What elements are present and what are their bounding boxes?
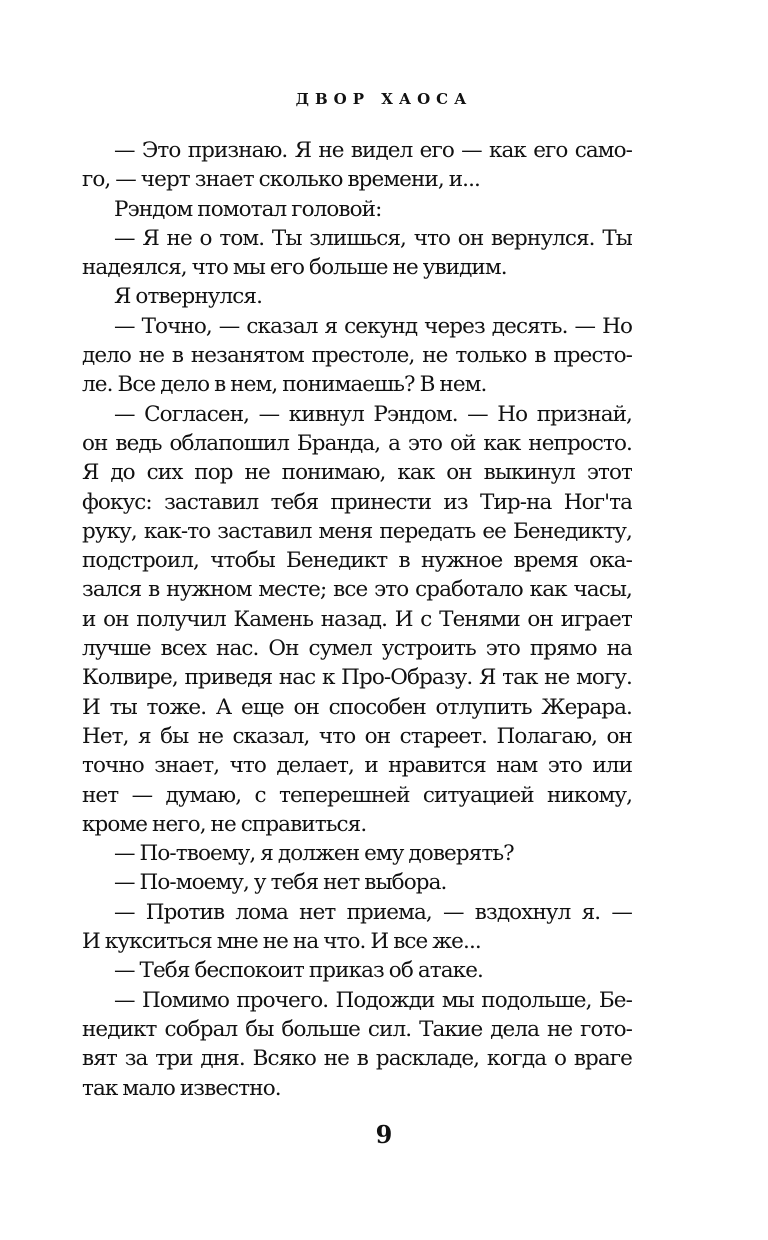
text-line: Колвире, приведя нас к Про-Образу. Я так не могу. [82,665,632,691]
text-line: го, — черт знает сколько времени, и... [82,167,480,193]
text-line: точно знает, что делает, и нравится нам это или [82,753,632,779]
text-line: Я до сих пор не понимаю, как он выкинул этот [82,460,632,486]
text-line: — По-моему, у тебя нет выбора. [114,870,447,896]
text-line: — Тебя беспокоит приказ об атаке. [114,958,483,984]
text-line: нет — думаю, с теперешней ситуацией никому, [82,782,632,808]
text-line: — Точно, — сказал я секунд через десять. — Но [114,313,632,339]
text-line: — По-твоему, я должен ему доверять? [114,841,514,867]
text-line: недикт собрал бы больше сил. Такие дела не гото- [82,1016,632,1042]
text-line: подстроил, чтобы Бенедикт в нужное время ока- [82,548,632,574]
running-head: ДВОР ХАОСА [295,90,473,108]
text-line: он ведь облапошил Бранда, а это ой как непросто. [82,430,632,456]
text-line: И кукситься мне не на что. И все же... [82,929,481,955]
text-line: ле. Все дело в нем, понимаешь? В нем. [82,372,487,398]
page-number: 9 [375,1120,393,1149]
text-line: Нет, я бы не сказал, что он стареет. Полагаю, он [82,723,632,749]
text-line: кроме него, не справиться. [82,811,367,837]
text-line: зался в нужном месте; все это сработало как часы, [82,577,632,603]
text-line: — Против лома нет приема, — вздохнул я. — [114,899,632,925]
text-line: Я отвернулся. [114,284,263,310]
body-text [82,136,632,1103]
text-line: — Согласен, — кивнул Рэндом. — Но признай, [114,401,632,427]
text-line: руку, как-то заставил меня передать ее Бенедикту, [82,518,632,544]
text-line: дело не в незанятом престоле, не только в престо- [82,343,632,369]
text-line: И ты тоже. А еще он способен отлупить Жерара. [82,694,632,720]
text-line: и он получил Камень назад. И с Тенями он играет [82,606,632,632]
text-line: — Я не о том. Ты злишься, что он вернулся. Ты [114,225,632,251]
text-line: фокус: заставил тебя принести из Тир-на Ног'та [82,489,632,515]
text-line: так мало известно. [82,1075,281,1101]
text-line: — Это признаю. Я не видел его — как его само- [114,138,632,163]
text-line: Рэндом помотал головой: [114,196,382,222]
text-line: — Помимо прочего. Подожди мы подольше, Бе- [114,987,632,1013]
text-line: надеялся, что мы его больше не увидим. [82,255,507,281]
text-line: лучше всех нас. Он сумел устроить это прямо на [82,636,632,662]
text-line: вят за три дня. Всяко не в раскладе, когда о враге [82,1046,632,1072]
